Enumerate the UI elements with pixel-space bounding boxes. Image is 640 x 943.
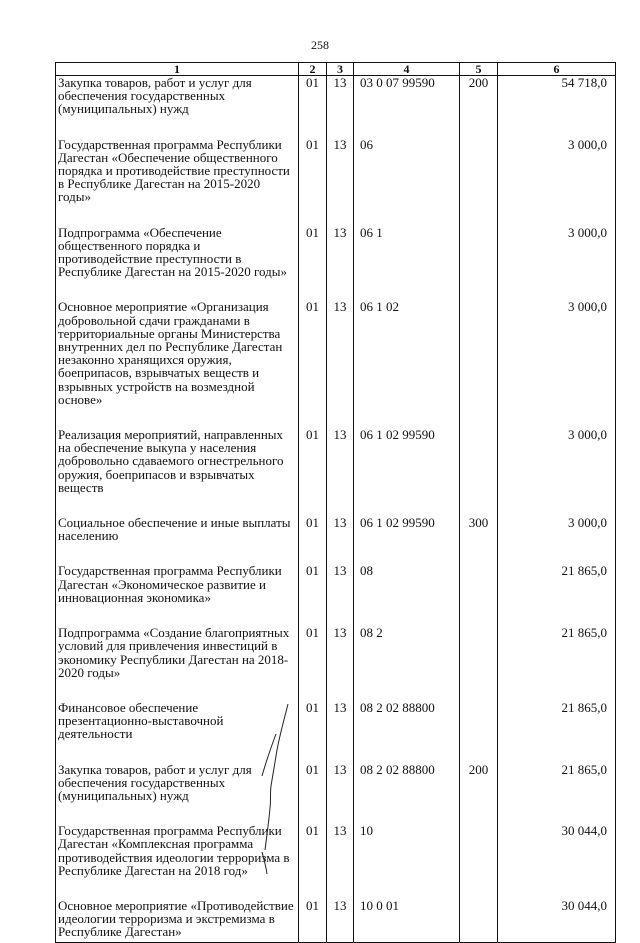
cell-expense-type	[460, 138, 498, 226]
cell-subsection: 13	[327, 428, 354, 516]
cell-expense-type	[460, 626, 498, 701]
cell-target-code: 10 0 01	[354, 899, 460, 942]
table-row	[56, 899, 616, 942]
cell-name: Основное мероприятие «Противодействие идеологии терроризма и экстремизма в Республике Дагестан»	[56, 899, 299, 942]
cell-subsection: 13	[327, 701, 354, 763]
cell-target-code: 06 1 02	[354, 300, 460, 428]
column-header-6: 6	[498, 63, 616, 76]
cell-amount: 54 718,0	[498, 76, 616, 138]
cell-section: 01	[299, 138, 327, 226]
cell-subsection: 13	[327, 824, 354, 899]
cell-target-code: 08 2 02 88800	[354, 701, 460, 763]
cell-name: Финансовое обеспечение презентационно-выставочной деятельности	[56, 701, 299, 763]
cell-amount: 30 044,0	[498, 824, 616, 899]
table-row	[56, 428, 616, 516]
cell-target-code: 06	[354, 138, 460, 226]
column-header-2: 2	[299, 63, 327, 76]
cell-target-code: 03 0 07 99590	[354, 76, 460, 138]
cell-name: Государственная программа Республики Дагестан «Комплексная программа противодействия идеологии терроризма в Республике Дагестан на 2018 год»	[56, 824, 299, 899]
cell-subsection: 13	[327, 300, 354, 428]
cell-amount: 3 000,0	[498, 138, 616, 226]
table-row	[56, 564, 616, 626]
cell-section: 01	[299, 300, 327, 428]
cell-subsection: 13	[327, 564, 354, 626]
cell-amount: 3 000,0	[498, 428, 616, 516]
table-row	[56, 763, 616, 825]
cell-name: Подпрограмма «Обеспечение общественного порядка и противодействие преступности в Республике Дагестан на 2015-2020 годы»	[56, 226, 299, 301]
cell-subsection: 13	[327, 516, 354, 564]
cell-target-code: 06 1 02 99590	[354, 428, 460, 516]
cell-section: 01	[299, 226, 327, 301]
cell-subsection: 13	[327, 76, 354, 138]
table-row	[56, 824, 616, 899]
cell-section: 01	[299, 763, 327, 825]
table-body	[56, 76, 616, 943]
cell-section: 01	[299, 516, 327, 564]
cell-name: Закупка товаров, работ и услуг для обеспечения государственных (муниципальных) нужд	[56, 76, 299, 138]
cell-expense-type	[460, 701, 498, 763]
cell-name: Закупка товаров, работ и услуг для обеспечения государственных (муниципальных) нужд	[56, 763, 299, 825]
cell-subsection: 13	[327, 226, 354, 301]
cell-expense-type	[460, 428, 498, 516]
cell-target-code: 06 1 02 99590	[354, 516, 460, 564]
budget-table	[55, 62, 616, 943]
column-header-5: 5	[460, 63, 498, 76]
cell-expense-type	[460, 300, 498, 428]
cell-section: 01	[299, 899, 327, 942]
cell-section: 01	[299, 76, 327, 138]
column-header-4: 4	[354, 63, 460, 76]
cell-expense-type	[460, 899, 498, 942]
cell-amount: 3 000,0	[498, 516, 616, 564]
cell-name: Социальное обеспечение и иные выплаты населению	[56, 516, 299, 564]
cell-amount: 21 865,0	[498, 626, 616, 701]
cell-target-code: 06 1	[354, 226, 460, 301]
cell-expense-type	[460, 824, 498, 899]
cell-section: 01	[299, 564, 327, 626]
cell-amount: 3 000,0	[498, 226, 616, 301]
column-header-3: 3	[327, 63, 354, 76]
cell-expense-type: 300	[460, 516, 498, 564]
cell-amount: 3 000,0	[498, 300, 616, 428]
cell-expense-type: 200	[460, 76, 498, 138]
cell-name: Государственная программа Республики Дагестан «Экономическое развитие и инновационная экономика»	[56, 564, 299, 626]
table-row	[56, 138, 616, 226]
cell-name: Государственная программа Республики Дагестан «Обеспечение общественного порядка и противодействие преступности в Республике Дагестан на 2015-2020 годы»	[56, 138, 299, 226]
cell-section: 01	[299, 428, 327, 516]
cell-amount: 21 865,0	[498, 564, 616, 626]
cell-amount: 21 865,0	[498, 701, 616, 763]
cell-name: Подпрограмма «Создание благоприятных условий для привлечения инвестиций в экономику Республики Дагестан на 2018-2020 годы»	[56, 626, 299, 701]
cell-target-code: 10	[354, 824, 460, 899]
cell-target-code: 08 2 02 88800	[354, 763, 460, 825]
cell-name: Основное мероприятие «Организация добровольной сдачи гражданами в территориальные органы Министерства внутренних дел по Республике Дагестан незаконно хранящихся оружия, боеприпасов, взрывчатых веществ и взрывных устройств на возмездной основе»	[56, 300, 299, 428]
cell-section: 01	[299, 626, 327, 701]
table-row	[56, 76, 616, 138]
column-header-1: 1	[56, 63, 299, 76]
cell-expense-type	[460, 564, 498, 626]
cell-name: Реализация мероприятий, направленных на обеспечение выкупа у населения добровольно сдаваемого огнестрельного оружия, боеприпасов и взрывчатых веществ	[56, 428, 299, 516]
cell-amount: 21 865,0	[498, 763, 616, 825]
table-row	[56, 516, 616, 564]
cell-subsection: 13	[327, 899, 354, 942]
cell-expense-type	[460, 226, 498, 301]
table-header	[56, 63, 616, 76]
cell-section: 01	[299, 824, 327, 899]
table-row	[56, 701, 616, 763]
cell-section: 01	[299, 701, 327, 763]
table-row	[56, 226, 616, 301]
table-row	[56, 300, 616, 428]
page-number: 258	[311, 38, 329, 52]
cell-amount: 30 044,0	[498, 899, 616, 942]
cell-expense-type: 200	[460, 763, 498, 825]
cell-subsection: 13	[327, 626, 354, 701]
header-row	[56, 63, 616, 76]
table-row	[56, 626, 616, 701]
cell-subsection: 13	[327, 138, 354, 226]
cell-target-code: 08 2	[354, 626, 460, 701]
cell-target-code: 08	[354, 564, 460, 626]
cell-subsection: 13	[327, 763, 354, 825]
